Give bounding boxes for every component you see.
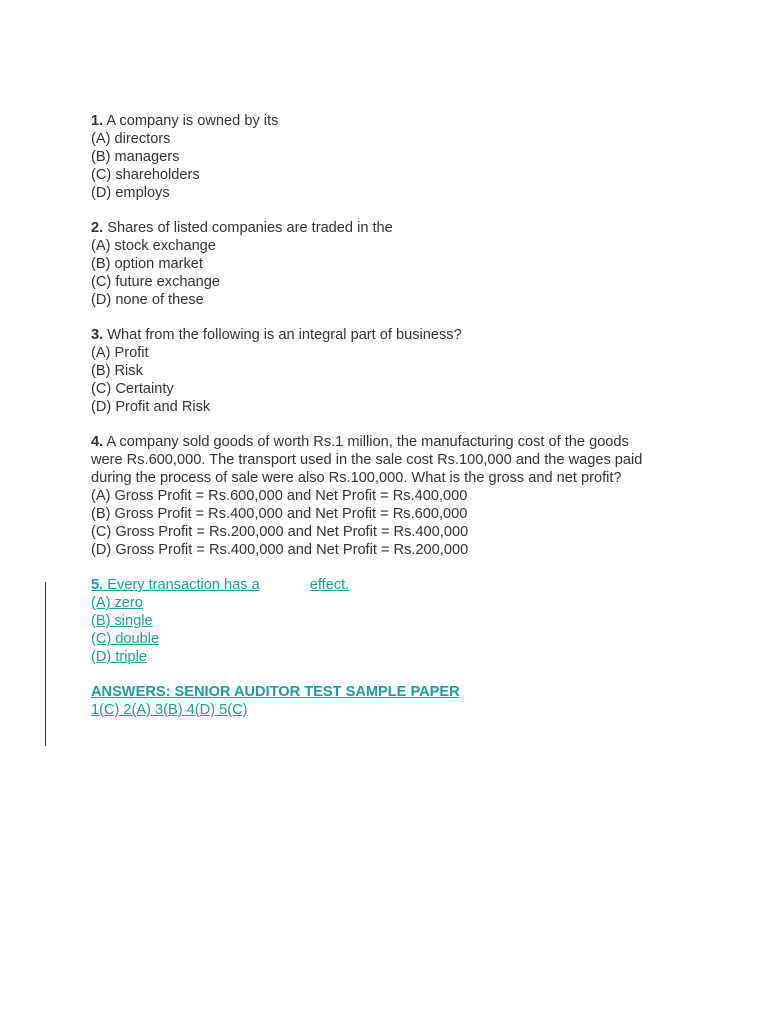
option-c: (C) Certainty	[91, 381, 174, 397]
option-c: (C) shareholders	[91, 167, 200, 183]
answers-section	[91, 683, 691, 719]
question-5	[91, 576, 691, 666]
question-1	[91, 112, 691, 202]
answer-key-link[interactable]: 1(C) 2(A) 3(B) 4(D) 5(C)	[91, 702, 248, 718]
option-c: (C) future exchange	[91, 274, 220, 290]
question-2-stem	[91, 219, 691, 237]
option-d: (D) none of these	[91, 292, 204, 308]
question-text: A company sold goods of worth Rs.1 million, the manufacturing cost of the goods	[106, 434, 629, 450]
question-text: A company is owned by its	[106, 113, 279, 129]
question-text: What from the following is an integral part of business?	[107, 327, 462, 343]
option-a-link[interactable]: (A) zero	[91, 595, 143, 611]
question-1-stem	[91, 112, 691, 130]
option-a: (A) directors	[91, 131, 171, 147]
question-5-stem-link[interactable]	[91, 576, 691, 594]
question-text-before: Every transaction has a	[107, 577, 260, 593]
question-3	[91, 326, 691, 416]
question-3-stem	[91, 326, 691, 344]
option-a: (A) stock exchange	[91, 238, 216, 254]
question-4	[91, 433, 691, 559]
question-number: 3.	[91, 327, 104, 343]
question-4-stem-line-1	[91, 433, 691, 451]
option-b: (B) managers	[91, 149, 180, 165]
option-d-link[interactable]: (D) triple	[91, 649, 147, 665]
option-b: (B) Risk	[91, 363, 143, 379]
option-a: (A) Gross Profit = Rs.600,000 and Net Profit = Rs.400,000	[91, 488, 468, 504]
option-d: (D) Profit and Risk	[91, 399, 211, 415]
document-page	[91, 112, 691, 736]
question-text-after: effect.	[309, 577, 350, 593]
question-4-stem-line-3: during the process of sale were also Rs.100,000. What is the gross and net profit?	[91, 470, 622, 486]
option-b: (B) option market	[91, 256, 203, 272]
answers-heading-link[interactable]: ANSWERS: SENIOR AUDITOR TEST SAMPLE PAPER	[91, 684, 460, 700]
question-text: Shares of listed companies are traded in the	[107, 220, 393, 236]
question-number: 2.	[91, 220, 104, 236]
option-d: (D) Gross Profit = Rs.400,000 and Net Profit = Rs.200,000	[91, 542, 469, 558]
option-c: (C) Gross Profit = Rs.200,000 and Net Profit = Rs.400,000	[91, 524, 469, 540]
question-number: 5.	[91, 577, 104, 593]
option-d: (D) employs	[91, 185, 170, 201]
option-c-link[interactable]: (C) double	[91, 631, 160, 647]
option-b-link[interactable]: (B) single	[91, 613, 153, 629]
option-a: (A) Profit	[91, 345, 149, 361]
option-b: (B) Gross Profit = Rs.400,000 and Net Profit = Rs.600,000	[91, 506, 468, 522]
margin-change-bar	[45, 582, 46, 746]
question-number: 4.	[91, 434, 104, 450]
question-2	[91, 219, 691, 309]
question-4-stem-line-2: were Rs.600,000. The transport used in the sale cost Rs.100,000 and the wages paid	[91, 452, 643, 468]
question-number: 1.	[91, 113, 104, 129]
